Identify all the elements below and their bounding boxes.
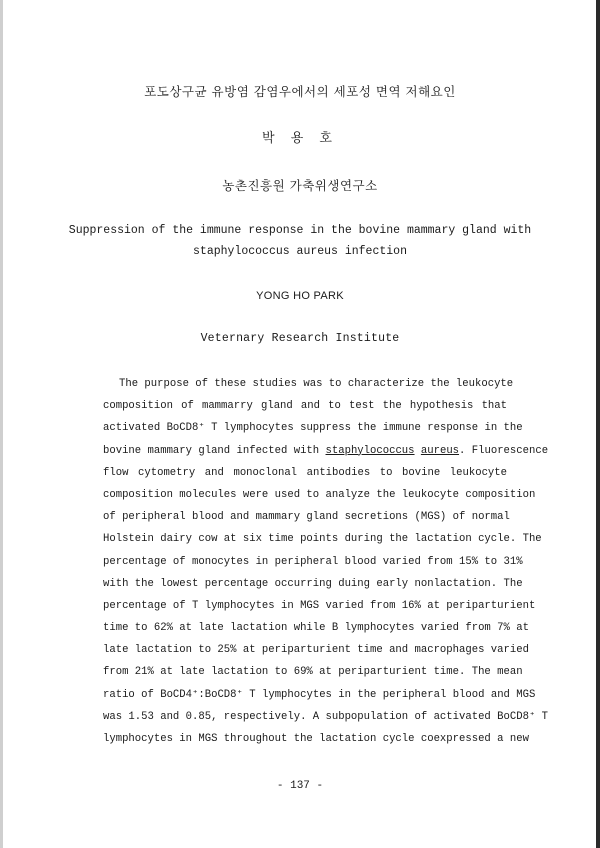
paper-title-english	[0, 220, 600, 262]
author-name-english: YONG HO PARK	[256, 290, 344, 302]
species-name-underlined: staphylococcus	[325, 444, 415, 457]
paper-title-english-line-2: staphylococcus aureus infection	[193, 245, 407, 258]
page-number: - 137 -	[276, 780, 324, 792]
abstract-body	[103, 373, 549, 750]
author-name-korean: 박 용 호	[262, 131, 338, 146]
affiliation-english: Veternary Research Institute	[200, 332, 400, 345]
abstract-text: bovine mammary gland infected with	[103, 444, 326, 457]
affiliation-korean: 농촌진흥원 가축위생연구소	[222, 178, 378, 193]
abstract-line: The purpose of these studies was to characterize the leukocyte	[119, 378, 514, 390]
abstract-line: composition molecules were used to analyze the leukocyte composition	[103, 488, 536, 501]
abstract-line: with the lowest percentage occurring duing early nonlactation. The	[103, 577, 523, 590]
abstract-line: Holstein dairy cow at six time points during the lactation cycle. The	[103, 533, 542, 546]
species-name-underlined: aureus	[420, 444, 460, 457]
abstract-line: of peripheral blood and mammary gland secretions (MGS) of normal	[103, 511, 510, 524]
paper-title-korean: 포도상구균 유방염 감염우에서의 세포성 면역 저해요인	[144, 84, 456, 99]
abstract-line: was 1.53 and 0.85, respectively. A subpopulation of activated BoCD8⁺ T	[103, 710, 549, 723]
abstract-line: activated BoCD8⁺ T lymphocytes suppress the immune response in the	[103, 422, 523, 435]
abstract-line: time to 62% at late lactation while B lymphocytes varied from 7% at	[103, 622, 529, 635]
abstract-line: lymphocytes in MGS throughout the lactation cycle coexpressed a new	[103, 733, 529, 745]
paper-title-english-line-1: Suppression of the immune response in the bovine mammary gland with	[68, 224, 532, 237]
abstract-line: from 21% at late lactation to 69% at periparturient time. The mean	[103, 666, 523, 679]
abstract-line: late lactation to 25% at periparturient time and macrophages varied	[103, 644, 529, 657]
abstract-line: composition of mammarry gland and to test the hypothesis that	[103, 400, 507, 413]
abstract-line: percentage of T lymphocytes in MGS varied from 16% at periparturient	[103, 599, 536, 612]
abstract-text: . Fluorescence	[459, 444, 549, 457]
abstract-line: ratio of BoCD4⁺:BoCD8⁺ T lymphocytes in the peripheral blood and MGS	[103, 688, 536, 701]
abstract-line	[103, 440, 549, 462]
abstract-line: flow cytometry and monoclonal antibodies to bovine leukocyte	[103, 466, 507, 479]
abstract-line: percentage of monocytes in peripheral blood varied from 15% to 31%	[103, 555, 523, 568]
